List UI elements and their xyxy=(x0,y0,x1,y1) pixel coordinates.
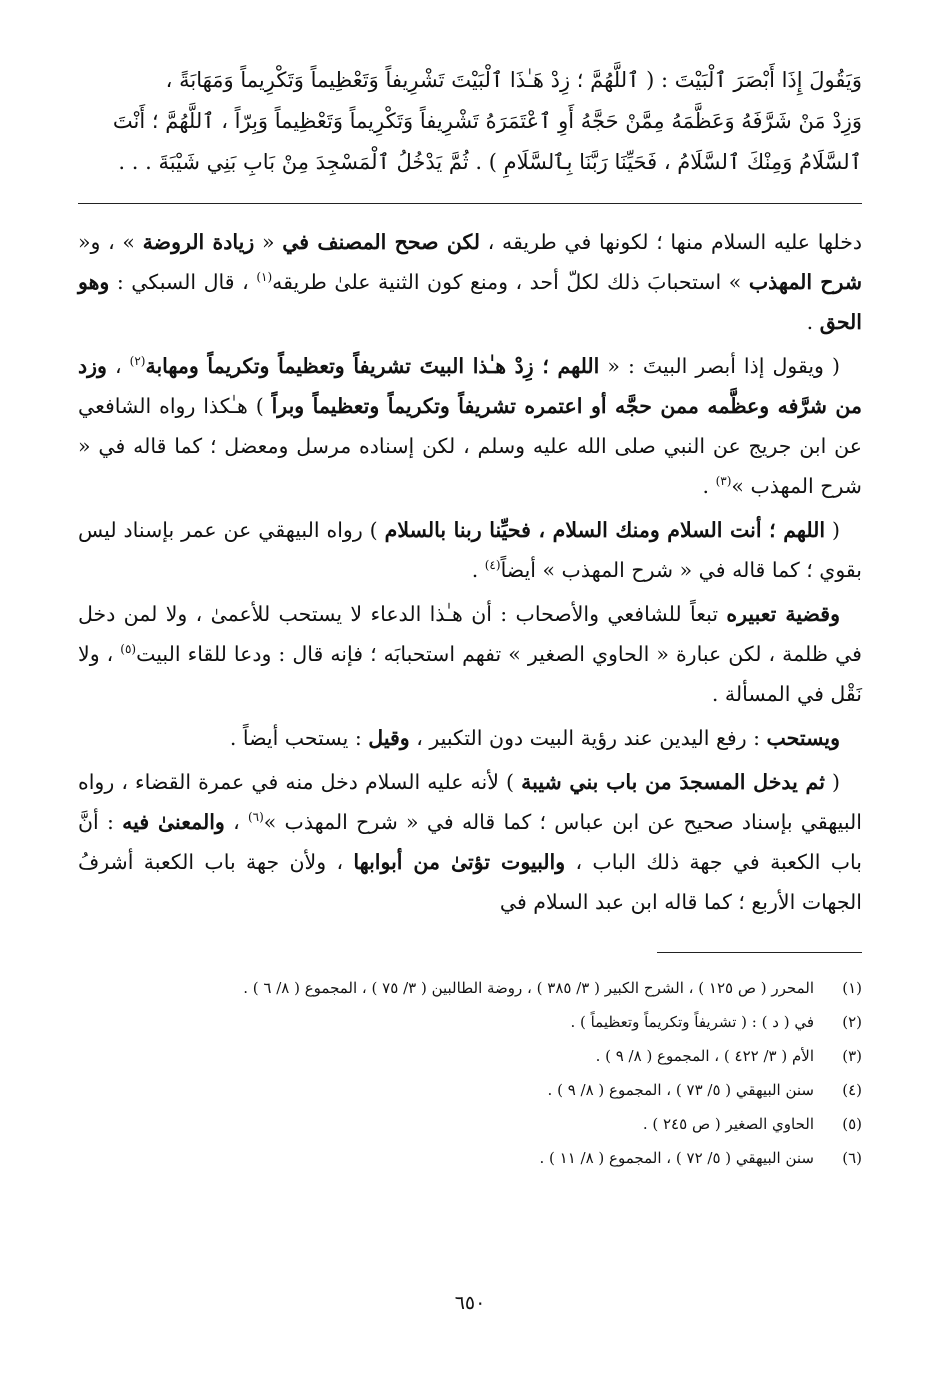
footnote-item xyxy=(78,1005,862,1039)
commentary-text: ) لأنه عليه السلام دخل منه في عمرة القضاء ، رواه البيهقي بإسناد صحيح عن ابن عباس ؛ كما قاله في « شرح المهذب » xyxy=(78,770,862,834)
main-text-block xyxy=(78,60,862,183)
footnote-number: (٥) xyxy=(842,1115,862,1133)
page-number: ٦٥٠ xyxy=(454,1292,486,1314)
commentary-text: » استحبابَ ذلك لكلّ أحد ، ومنع كون الثنية علىٰ طريقه xyxy=(272,270,749,294)
footnote-number: (٢) xyxy=(842,1013,862,1031)
commentary-paragraph xyxy=(78,594,862,714)
footnote-number: (٤) xyxy=(842,1081,862,1099)
main-text-line: ٱلسَّلَامُ وَمِنْكَ ٱلسَّلَامُ ، فَحَيِّنَا رَبَّنَا بِٱلسَّلَامِ ) . ثُمَّ يَدْخُلُ ٱلْمَسْجِدَ مِنْ بَابِ بَنِي شَيْبَةَ . . . xyxy=(118,150,862,174)
footnote-text: سنن البيهقي ( ٥/ ٧٢ ) ، المجموع ( ٨/ ١١ ) . xyxy=(539,1149,814,1167)
commentary-text: ) هـٰكذا رواه الشافعي عن ابن جريج عن النبي صلى الله عليه وسلم ، لكن إسناده مرسل ومعضل ؛ كما قاله في « شرح المهذب » xyxy=(78,394,862,498)
main-text-line: وَيَقُولَ إِذَا أَبْصَرَ ٱلْبَيْتَ : ( ٱللَّهُمَّ ؛ زِدْ هَـٰذَا ٱلْبَيْتَ تَشْرِيفاً وَتَعْظِيماً وَتَكْرِيماً وَمَهَابَةً ، xyxy=(165,68,862,92)
commentary-text: تبعاً للشافعي والأصحاب : أن هـٰذا الدعاء لا يستحب للأعمىٰ ، ولا لمن دخل في ظلمة ، لكن عبارة « الحاوي الصغير » تفهم استحبابَه ؛ فإنه قال : ودعا للقاء البيت xyxy=(78,602,862,666)
commentary-paragraph xyxy=(78,762,862,922)
footnote-text: المحرر ( ص ١٢٥ ) ، الشرح الكبير ( ٣/ ٣٨٥ ) ، روضة الطالبين ( ٣/ ٧٥ ) ، المجموع ( ٨/ ٦ ) . xyxy=(243,979,814,997)
commentary-text: . xyxy=(806,310,820,334)
commentary-text: ( xyxy=(825,518,841,542)
footnote-marker[interactable]: (٤) xyxy=(484,558,501,573)
commentary-block xyxy=(78,222,862,922)
footnote-marker[interactable]: (١) xyxy=(256,270,273,285)
footnotes-block xyxy=(78,971,862,1175)
book-page xyxy=(78,60,862,1175)
commentary-text: : أنَّ باب الكعبة في جهة ذلك الباب ، xyxy=(78,810,862,874)
commentary-bold-text: والبيوت تؤتىٰ من أبوابها xyxy=(353,850,566,874)
footnote-marker[interactable]: (٣) xyxy=(715,474,732,489)
footnote-item xyxy=(78,971,862,1005)
commentary-text: ، ولا نَقْل في المسألة . xyxy=(78,642,862,706)
commentary-bold-text: والمعنىٰ فيه xyxy=(122,810,225,834)
footnote-item xyxy=(78,1107,862,1141)
commentary-bold-text: اللهم ؛ أنت السلام ومنك السلام ، فحيِّنا ربنا بالسلام xyxy=(384,518,826,542)
footnote-item xyxy=(78,1141,862,1175)
commentary-text: ( ويقول إذا أبصر البيتَ : « xyxy=(599,354,840,378)
footnote-divider xyxy=(657,952,862,953)
commentary-text: ، xyxy=(224,810,248,834)
commentary-text: . xyxy=(702,474,716,498)
commentary-bold-text: لكن صحح المصنف في xyxy=(282,230,481,254)
footnote-marker[interactable]: (٥) xyxy=(120,642,137,657)
main-text-divider xyxy=(78,203,862,204)
commentary-bold-text: وهو الحق xyxy=(78,270,862,334)
commentary-text: ، xyxy=(106,354,130,378)
commentary-text: . xyxy=(471,558,485,582)
commentary-bold-text: وقضية تعبيره xyxy=(726,602,840,626)
footnote-text: في ( د ) : ( تشريفاً وتكريماً وتعظيماً ) . xyxy=(570,1013,814,1031)
commentary-bold-text: ويستحب xyxy=(766,726,840,750)
commentary-bold-text: زيادة الروضة xyxy=(142,230,255,254)
footnote-item xyxy=(78,1073,862,1107)
commentary-text: : رفع اليدين عند رؤية البيت دون التكبير ، xyxy=(409,726,767,750)
commentary-text: ( xyxy=(824,770,841,794)
footnote-item xyxy=(78,1039,862,1073)
commentary-text: ، ولأن جهة باب الكعبة أشرفُ الجهات الأربع ؛ كما قاله ابن عبد السلام في xyxy=(78,850,862,914)
commentary-text: ، قال السبكي : xyxy=(109,270,257,294)
commentary-paragraph xyxy=(78,718,862,758)
footnote-text: الأم ( ٣/ ٤٢٢ ) ، المجموع ( ٨/ ٩ ) . xyxy=(595,1047,814,1065)
footnote-text: سنن البيهقي ( ٥/ ٧٣ ) ، المجموع ( ٨/ ٩ ) . xyxy=(547,1081,814,1099)
commentary-paragraph xyxy=(78,222,862,342)
commentary-bold-text: ثم يدخل المسجدَ من باب بني شيبة xyxy=(521,770,825,794)
commentary-bold-text: اللهم ؛ زِدْ هـٰذا البيتَ تشريفاً وتعظيماً وتكريماً ومهابة xyxy=(145,354,600,378)
commentary-paragraph xyxy=(78,346,862,506)
commentary-bold-text: شرح المهذب xyxy=(748,270,862,294)
footnote-number: (٦) xyxy=(842,1149,862,1167)
footnote-number: (١) xyxy=(842,979,862,997)
footnote-number: (٣) xyxy=(842,1047,862,1065)
main-text-line: وَزِدْ مَنْ شَرَّفَهُ وَعَظَّمَهُ مِمَّنْ حَجَّهُ أَوِ ٱعْتَمَرَهُ تَشْرِيفاً وَتَكْرِيماً وَتَعْظِيماً وَبِرّاً ، ٱللَّهُمَّ ؛ أَنْتَ xyxy=(112,109,862,133)
commentary-text: » ، و« xyxy=(78,230,143,254)
commentary-text: ) رواه البيهقي عن عمر بإسناد ليس بقوي ؛ كما قاله في « شرح المهذب » أيضاً xyxy=(78,518,862,582)
footnote-text: الحاوي الصغير ( ص ٢٤٥ ) . xyxy=(642,1115,814,1133)
commentary-paragraph xyxy=(78,510,862,590)
commentary-text: : يستحب أيضاً . xyxy=(229,726,369,750)
footnote-marker[interactable]: (٢) xyxy=(129,354,146,369)
commentary-bold-text: وزد من شرَّفه وعظَّمه ممن حجَّه أو اعتمره تشريفاً وتكريماً وتعظيماً وبراً xyxy=(78,354,862,418)
commentary-bold-text: وقيل xyxy=(368,726,410,750)
footnote-marker[interactable]: (٦) xyxy=(247,810,264,825)
commentary-text: دخلها عليه السلام منها ؛ لكونها في طريقه ، xyxy=(480,230,862,254)
commentary-text: « xyxy=(254,230,283,254)
